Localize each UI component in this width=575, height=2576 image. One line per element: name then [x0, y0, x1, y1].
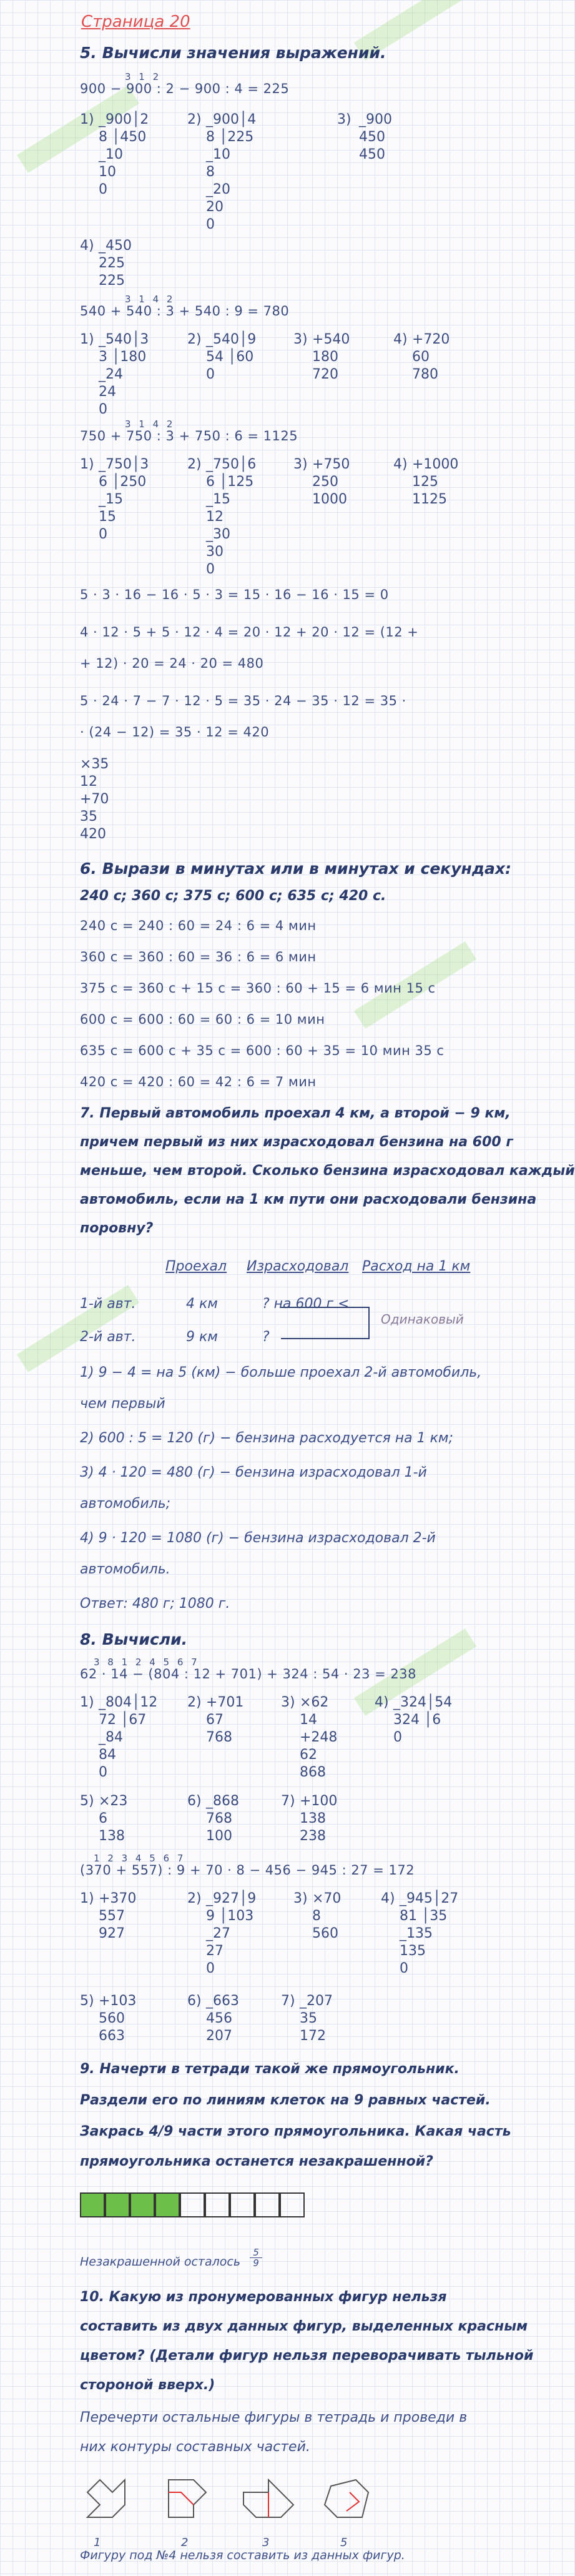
figure-5	[325, 2480, 368, 2517]
column-operation-label: 6)	[187, 1793, 202, 1809]
figure-2-cut	[169, 2492, 194, 2505]
column-header: Проехал	[165, 1259, 227, 1274]
column-operation-label: 3)	[281, 1695, 295, 1710]
task7-text: 7. Первый автомобиль проехал 4 км, а второй − 9 км,	[80, 1106, 511, 1121]
column-subtraction: _868 768 100	[206, 1793, 239, 1844]
task10-text: 10. Какую из пронумерованных фигур нельзя	[80, 2289, 447, 2305]
column-operation-label: 7)	[281, 1993, 295, 2009]
rectangle-cell	[230, 2192, 255, 2217]
figures-drawing	[75, 2467, 425, 2536]
column-addition: +750 250 1000	[312, 457, 350, 507]
solution-step: 1) 9 − 4 = на 5 (км) − больше проехал 2-й автомобиль,	[80, 1365, 482, 1380]
column-division: _750│3 6 │250 _15 15 0	[99, 457, 149, 542]
task9-text: Закрась 4/9 части этого прямоугольника. Какая часть	[80, 2124, 511, 2139]
task9-text: прямоугольника останется незакрашенной?	[80, 2154, 433, 2169]
solution-step: 2) 600 : 5 = 120 (г) − бензина расходуется на 1 км;	[80, 1430, 453, 1446]
row-label: 1-й авт.	[80, 1296, 136, 1312]
column-multiplication: ×35 12 +70 35 420	[80, 756, 109, 842]
column-subtraction: _900 450 450	[359, 112, 392, 162]
column-operation-label: 4)	[80, 238, 94, 254]
column-operation-label: 5)	[80, 1993, 94, 2009]
column-operation-label: 2)	[187, 332, 202, 347]
expression: 5 · 24 · 7 − 7 · 12 · 5 = 35 · 24 − 35 · 12 = 35 ·	[80, 693, 406, 708]
task10-text: цветом? (Детали фигур нельзя переворачивать тыльной	[80, 2348, 534, 2364]
task10-text: стороной вверх.)	[80, 2377, 215, 2393]
expression: 900 − 900 : 2 − 900 : 4 = 225	[80, 81, 290, 96]
column-operation-label: 3)	[293, 1891, 308, 1906]
conversion-line: 635 с = 600 с + 35 с = 600 : 60 + 35 = 10 мин 35 с	[80, 1043, 445, 1058]
figure-5-cut	[346, 2492, 359, 2511]
expression: (370 + 557) : 9 + 70 · 8 − 456 − 945 : 27 = 172	[80, 1863, 415, 1878]
task5-heading: 5. Вычисли значения выражений.	[80, 44, 386, 62]
task9-answer: Незакрашенной осталось	[80, 2255, 241, 2269]
rectangle-cell	[130, 2192, 155, 2217]
column-operation-label: 4)	[375, 1695, 389, 1710]
order-marks: 3 1 2	[125, 71, 162, 82]
column-addition: +540 180 720	[312, 332, 350, 382]
rectangle-cell	[105, 2192, 130, 2217]
distance: 9 км	[186, 1329, 218, 1345]
order-marks: 3 1 4 2	[125, 294, 175, 305]
column-operation-label: 4)	[393, 332, 408, 347]
fuel-used: ? на 600 г <	[262, 1296, 350, 1312]
column-addition: +701 67 768	[206, 1695, 244, 1745]
task8-heading: 8. Вычисли.	[80, 1630, 188, 1648]
column-operation-label: 1)	[80, 332, 94, 347]
solution-step: автомобиль;	[80, 1496, 171, 1512]
expression: 5 · 3 · 16 − 16 · 5 · 3 = 15 · 16 − 16 · 15 = 0	[80, 587, 389, 602]
expression: 750 + 750 : 3 + 750 : 6 = 1125	[80, 429, 298, 443]
task7-text: меньше, чем второй. Сколько бензина израсходовал каждый	[80, 1163, 575, 1179]
column-operation-label: 1)	[80, 1695, 94, 1710]
column-multiplication: ×62 14 +248 62 868	[300, 1695, 338, 1780]
rectangle-cell	[180, 2192, 205, 2217]
column-header: Израсходовал	[247, 1259, 349, 1274]
column-addition: +1000 125 1125	[412, 457, 459, 507]
column-subtraction: _207 35 172	[300, 1993, 333, 2044]
column-operation-label: 2)	[187, 1695, 202, 1710]
column-division: _750│6 6 │125 _15 12 _30 30 0	[206, 457, 257, 577]
figure-label: 2	[181, 2536, 189, 2549]
expression: 4 · 12 · 5 + 5 · 12 · 4 = 20 · 12 + 20 · 12 = (12 +	[80, 625, 419, 640]
column-subtraction: _450 225 225	[99, 238, 132, 289]
expression: 540 + 540 : 3 + 540 : 9 = 780	[80, 304, 290, 319]
column-header: Расход на 1 км	[362, 1259, 471, 1274]
fuel-used: ?	[262, 1329, 270, 1345]
column-division: _804│12 72 │67 _84 84 0	[99, 1695, 158, 1780]
conversion-line: 360 с = 360 : 60 = 36 : 6 = 6 мин	[80, 949, 317, 964]
task10-answer: Фигуру под №4 нельзя составить из данных фигур.	[80, 2549, 405, 2562]
column-operation-label: 4)	[393, 457, 408, 472]
column-division: _945│27 81 │35 _135 135 0	[400, 1891, 459, 1976]
solution-step: автомобиль.	[80, 1562, 170, 1577]
figure-label: 1	[94, 2536, 101, 2549]
column-operation-label: 3)	[337, 112, 351, 127]
order-marks: 3 8 1 2 4 5 6 7	[94, 1657, 200, 1668]
task7-text: автомобиль, если на 1 км пути они расходовали бензина	[80, 1192, 537, 1207]
solution-step: 4) 9 · 120 = 1080 (г) − бензина израсходовал 2-й	[80, 1530, 436, 1546]
figure-label: 3	[262, 2536, 270, 2549]
page-title: Страница 20	[81, 12, 190, 31]
column-operation-label: 5)	[80, 1793, 94, 1809]
column-multiplication: ×70 8 560	[312, 1891, 342, 1941]
task9-text: 9. Начерти в тетради такой же прямоугольник.	[80, 2061, 460, 2077]
column-operation-label: 1)	[80, 457, 94, 472]
column-operation-label: 2)	[187, 1891, 202, 1906]
conversion-line: 420 с = 420 : 60 = 42 : 6 = 7 мин	[80, 1074, 317, 1089]
column-operation-label: 6)	[187, 1993, 202, 2009]
solution-step: чем первый	[80, 1396, 165, 1412]
conversion-line: 600 с = 600 : 60 = 60 : 6 = 10 мин	[80, 1012, 325, 1027]
column-division: _900│4 8 │225 _10 8 _20 20 0	[206, 112, 257, 232]
rectangle-cell	[205, 2192, 230, 2217]
column-addition: +720 60 780	[412, 332, 450, 382]
rectangle-cell	[255, 2192, 280, 2217]
figure-1	[87, 2480, 125, 2517]
conversion-line: 240 с = 240 : 60 = 24 : 6 = 4 мин	[80, 918, 317, 933]
task7-text: поровну?	[80, 1221, 154, 1236]
figure-label: 5	[340, 2536, 348, 2549]
column-addition: +370 557 927	[99, 1891, 137, 1941]
column-operation-label: 1)	[80, 1891, 94, 1906]
column-operation-label: 3)	[293, 332, 308, 347]
task9-text: Раздели его по линиям клеток на 9 равных частей.	[80, 2093, 491, 2108]
column-multiplication: ×23 6 138	[99, 1793, 128, 1844]
expression: 62 · 14 − (804 : 12 + 701) + 324 : 54 · 23 = 238	[80, 1667, 417, 1682]
answer: Ответ: 480 г; 1080 г.	[80, 1596, 230, 1612]
task6-heading: 6. Вырази в минутах или в минутах и секундах:	[80, 859, 512, 878]
expression: · (24 − 12) = 35 · 12 = 420	[80, 725, 270, 740]
column-operation-label: 2)	[187, 457, 202, 472]
solution-step: 3) 4 · 120 = 480 (г) − бензина израсходовал 1-й	[80, 1465, 427, 1480]
column-operation-label: 4)	[381, 1891, 395, 1906]
task7-text: причем первый из них израсходовал бензина на 600 г	[80, 1134, 513, 1150]
column-division: _540│9 54 │60 0	[206, 332, 257, 382]
column-division: _540│3 3 │180 _24 24 0	[99, 332, 149, 417]
order-marks: 1 2 3 4 5 6 7	[94, 1853, 186, 1864]
column-division: _927│9 9 │103 _27 27 0	[206, 1891, 257, 1976]
same-label: Одинаковый	[381, 1312, 464, 1327]
column-division: _324│54 324 │6 0	[393, 1695, 453, 1745]
row-label: 2-й авт.	[80, 1329, 136, 1345]
rectangle-cell	[155, 2192, 180, 2217]
distance: 4 км	[186, 1296, 218, 1312]
rectangle-cell	[80, 2192, 105, 2217]
fraction-rectangle	[80, 2192, 311, 2242]
column-addition: +100 138 238	[300, 1793, 338, 1844]
rectangle-cell	[280, 2192, 305, 2217]
conversion-line: 375 с = 360 с + 15 с = 360 : 60 + 15 = 6 мин 15 с	[80, 981, 436, 996]
task10-text: них контуры составных частей.	[80, 2439, 310, 2455]
answer-fraction: 5 9	[250, 2247, 262, 2268]
column-operation-label: 2)	[187, 112, 202, 127]
column-subtraction: _663 456 207	[206, 1993, 239, 2044]
column-operation-label: 7)	[281, 1793, 295, 1809]
column-operation-label: 3)	[293, 457, 308, 472]
task10-text: составить из двух данных фигур, выделенных красным	[80, 2319, 528, 2334]
column-addition: +103 560 663	[99, 1993, 137, 2044]
column-division: _900│2 8 │450 _10 10 0	[99, 112, 149, 197]
task6-list: 240 с; 360 с; 375 с; 600 с; 635 с; 420 с.	[80, 888, 386, 904]
order-marks: 3 1 4 2	[125, 419, 175, 430]
expression: + 12) · 20 = 24 · 20 = 480	[80, 656, 264, 671]
task10-text: Перечерти остальные фигуры в тетрадь и проведи в	[80, 2410, 468, 2425]
column-operation: 1)	[80, 112, 94, 127]
